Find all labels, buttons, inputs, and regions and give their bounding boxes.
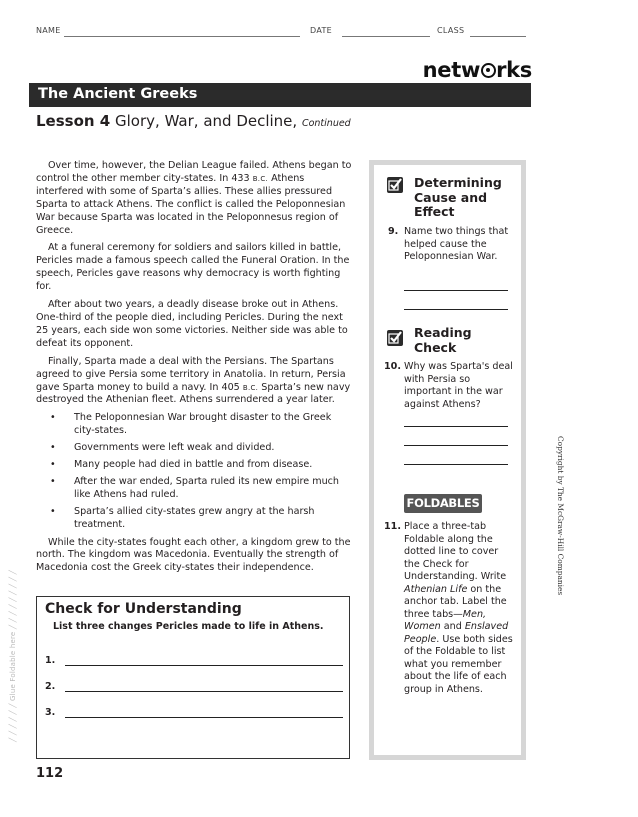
paragraph-3: After about two years, a deadly disease broke out in Athens. One-third of the people died, including Pericles. During the next 25 years, each side won some victories. Neither side was able to defeat its opponent. <box>36 299 348 349</box>
lesson-number: Lesson 4 <box>36 112 111 130</box>
class-field-line[interactable] <box>470 36 526 37</box>
q9-answer-line-1[interactable] <box>404 290 508 291</box>
list-item: • The Peloponnesian War brought disaster to the Greek city-states. <box>36 412 352 438</box>
checkmark-icon <box>387 177 403 193</box>
cfu-item-1-label: 1. <box>45 655 56 666</box>
cfu-item-2-label: 2. <box>45 681 56 692</box>
q10-answer-line-1[interactable] <box>404 426 508 427</box>
class-label: CLASS <box>437 26 465 35</box>
cfu-item-3-label: 3. <box>45 707 56 718</box>
lesson-heading <box>36 112 351 130</box>
question-11-number: 11. <box>384 521 401 532</box>
copyright-notice: Copyright by The McGraw-Hill Companies <box>556 436 565 596</box>
section-title-reading-check: Reading Check <box>414 325 472 355</box>
date-label: DATE <box>310 26 333 35</box>
cfu-answer-3-line[interactable] <box>65 717 343 718</box>
question-9-number: 9. <box>388 226 399 237</box>
checkmark-icon <box>387 330 403 346</box>
date-field-line[interactable] <box>342 36 430 37</box>
cfu-answer-2-line[interactable] <box>65 691 343 692</box>
cfu-answer-1-line[interactable] <box>65 665 343 666</box>
name-label: NAME <box>36 26 61 35</box>
q10-answer-line-2[interactable] <box>404 445 508 446</box>
cfu-prompt: List three changes Pericles made to life in Athens. <box>53 621 324 632</box>
consequences-list <box>36 412 352 531</box>
paragraph-2: At a funeral ceremony for soldiers and sailors killed in battle, Pericles made a famous speech called the Funeral Oration. In the speech, Pericles gave reasons why democracy is worth fighting for. <box>36 242 350 293</box>
paragraph-1: Over time, however, the Delian League failed. Athens began to control the other member city-states. In 433 B.C. Athens interfered with some of Sparta’s allies. These allies pressured Sparta to attack Athens. The conflict is called the Peloponnesian War because Sparta was located in the Peloponnesus region of Greece. <box>36 160 352 236</box>
q10-answer-line-3[interactable] <box>404 464 508 465</box>
paragraph-5: While the city-states fought each other, a kingdom grew to the north. The kingdom was Macedonia. Eventually the strength of Macedonia cost the Greek city-states their independence. <box>36 536 351 574</box>
list-item: • After the war ended, Sparta ruled its new empire much like Athens had ruled. <box>36 476 352 502</box>
name-field-line[interactable] <box>64 36 300 37</box>
unit-title-bar <box>29 83 531 107</box>
foldables-logo: FOLDABLES <box>404 494 482 513</box>
question-10-number: 10. <box>384 361 401 372</box>
section-title-cause-effect: Determining Cause and Effect <box>414 175 502 219</box>
cfu-title: Check for Understanding <box>45 601 242 617</box>
networks-logo: netw rks <box>422 58 532 82</box>
check-for-understanding-box <box>36 596 350 759</box>
list-item: • Governments were left weak and divided. <box>36 442 352 455</box>
page-number: 112 <box>36 766 64 781</box>
question-11-text: Place a three-tab Foldable along the dotted line to cover the Check for Understanding. Write Athenian Life on the anchor tab. Label the three tabs—Men, Women and Enslaved People. Use both sides of the Foldable to list what you remember about the life of each group in Athens. <box>404 521 513 695</box>
q9-answer-line-2[interactable] <box>404 309 508 310</box>
unit-title: The Ancient Greeks <box>38 86 198 102</box>
question-10-text: Why was Sparta's deal with Persia so important in the war against Athens? <box>404 361 513 410</box>
lesson-title: Glory, War, and Decline, <box>115 112 298 130</box>
glue-foldable-cutline: ╱ ╱ ╱ ╱ ╱ ╱ Glue Foldable here ╱ ╱ ╱ ╱ ╱ ╱ ╱ ╱ ╱ <box>9 570 17 742</box>
paragraph-4: Finally, Sparta made a deal with the Persians. The Spartans agreed to give Persia some territory in Anatolia. In return, Persia gave Sparta money to build a navy. In 405 B.C. Sparta’s new navy destroyed the Athenian fleet. Athens surrendered a year later. <box>36 355 351 406</box>
question-9-text: Name two things that helped cause the Peloponnesian War. <box>404 226 509 262</box>
lesson-continued: Continued <box>301 118 351 129</box>
lesson-body <box>36 160 352 580</box>
list-item: • Sparta’s allied city-states grew angry at the harsh treatment. <box>36 506 352 532</box>
list-item: • Many people had died in battle and from disease. <box>36 459 352 472</box>
